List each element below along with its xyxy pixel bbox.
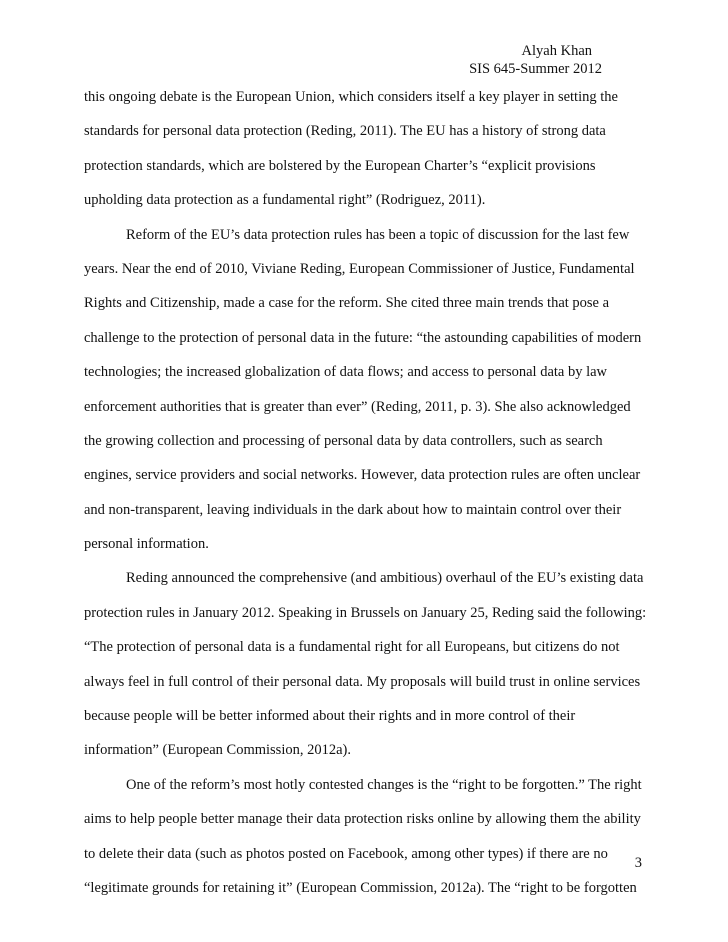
text-line: “The protection of personal data is a fundamental right for all Europeans, but citizens do not <box>84 639 620 656</box>
text-line: the growing collection and processing of personal data by data controllers, such as search <box>84 432 603 449</box>
text-line: enforcement authorities that is greater than ever” (Reding, 2011, p. 3). She also acknowledged <box>84 398 631 415</box>
text-line: and non-transparent, leaving individuals in the dark about how to maintain control over their <box>84 501 622 518</box>
text-line: to delete their data (such as photos posted on Facebook, among other types) if there are no <box>84 845 608 862</box>
text-line: challenge to the protection of personal data in the future: “the astounding capabilities of modern <box>84 329 642 346</box>
text-line: aims to help people better manage their data protection risks online by allowing them the ability <box>84 811 641 828</box>
text-line: Reding announced the comprehensive (and ambitious) overhaul of the EU’s existing data <box>126 570 644 587</box>
paragraph <box>84 776 644 914</box>
text-line: standards for personal data protection (Reding, 2011). The EU has a history of strong data <box>84 123 606 140</box>
text-line: personal information. <box>84 536 209 553</box>
paragraph <box>84 226 644 570</box>
text-line: One of the reform’s most hotly contested changes is the “right to be forgotten.” The right <box>126 776 642 793</box>
text-line: technologies; the increased globalization of data flows; and access to personal data by law <box>84 364 608 381</box>
text-line: this ongoing debate is the European Union, which considers itself a key player in setting the <box>84 89 618 105</box>
text-line: “legitimate grounds for retaining it” (European Commission, 2012a). The “right to be forgotten <box>84 879 637 896</box>
text-line: protection standards, which are bolstered by the European Charter’s “explicit provisions <box>84 157 596 174</box>
text-line: protection rules in January 2012. Speaking in Brussels on January 25, Reding said the following: <box>84 604 647 621</box>
text-line: Reform of the EU’s data protection rules has been a topic of discussion for the last few <box>126 226 630 243</box>
text-line: always feel in full control of their personal data. My proposals will build trust in online services <box>84 673 641 690</box>
text-line: engines, service providers and social networks. However, data protection rules are often unclear <box>84 467 641 484</box>
text-line: upholding data protection as a fundamental right” (Rodriguez, 2011). <box>84 192 486 209</box>
text-line: because people will be better informed about their rights and in more control of their <box>84 708 576 725</box>
paragraph <box>84 88 644 226</box>
body-text <box>84 88 647 913</box>
running-header <box>469 42 602 78</box>
header-course: SIS 645-Summer 2012 <box>469 61 602 77</box>
page-number: 3 <box>634 855 642 871</box>
header-author: Alyah Khan <box>521 43 592 59</box>
text-line: years. Near the end of 2010, Viviane Reding, European Commissioner of Justice, Fundamental <box>84 260 635 277</box>
paragraph <box>84 569 647 775</box>
text-line: information” (European Commission, 2012a). <box>84 742 351 759</box>
text-line: Rights and Citizenship, made a case for the reform. She cited three main trends that pose a <box>84 295 610 312</box>
